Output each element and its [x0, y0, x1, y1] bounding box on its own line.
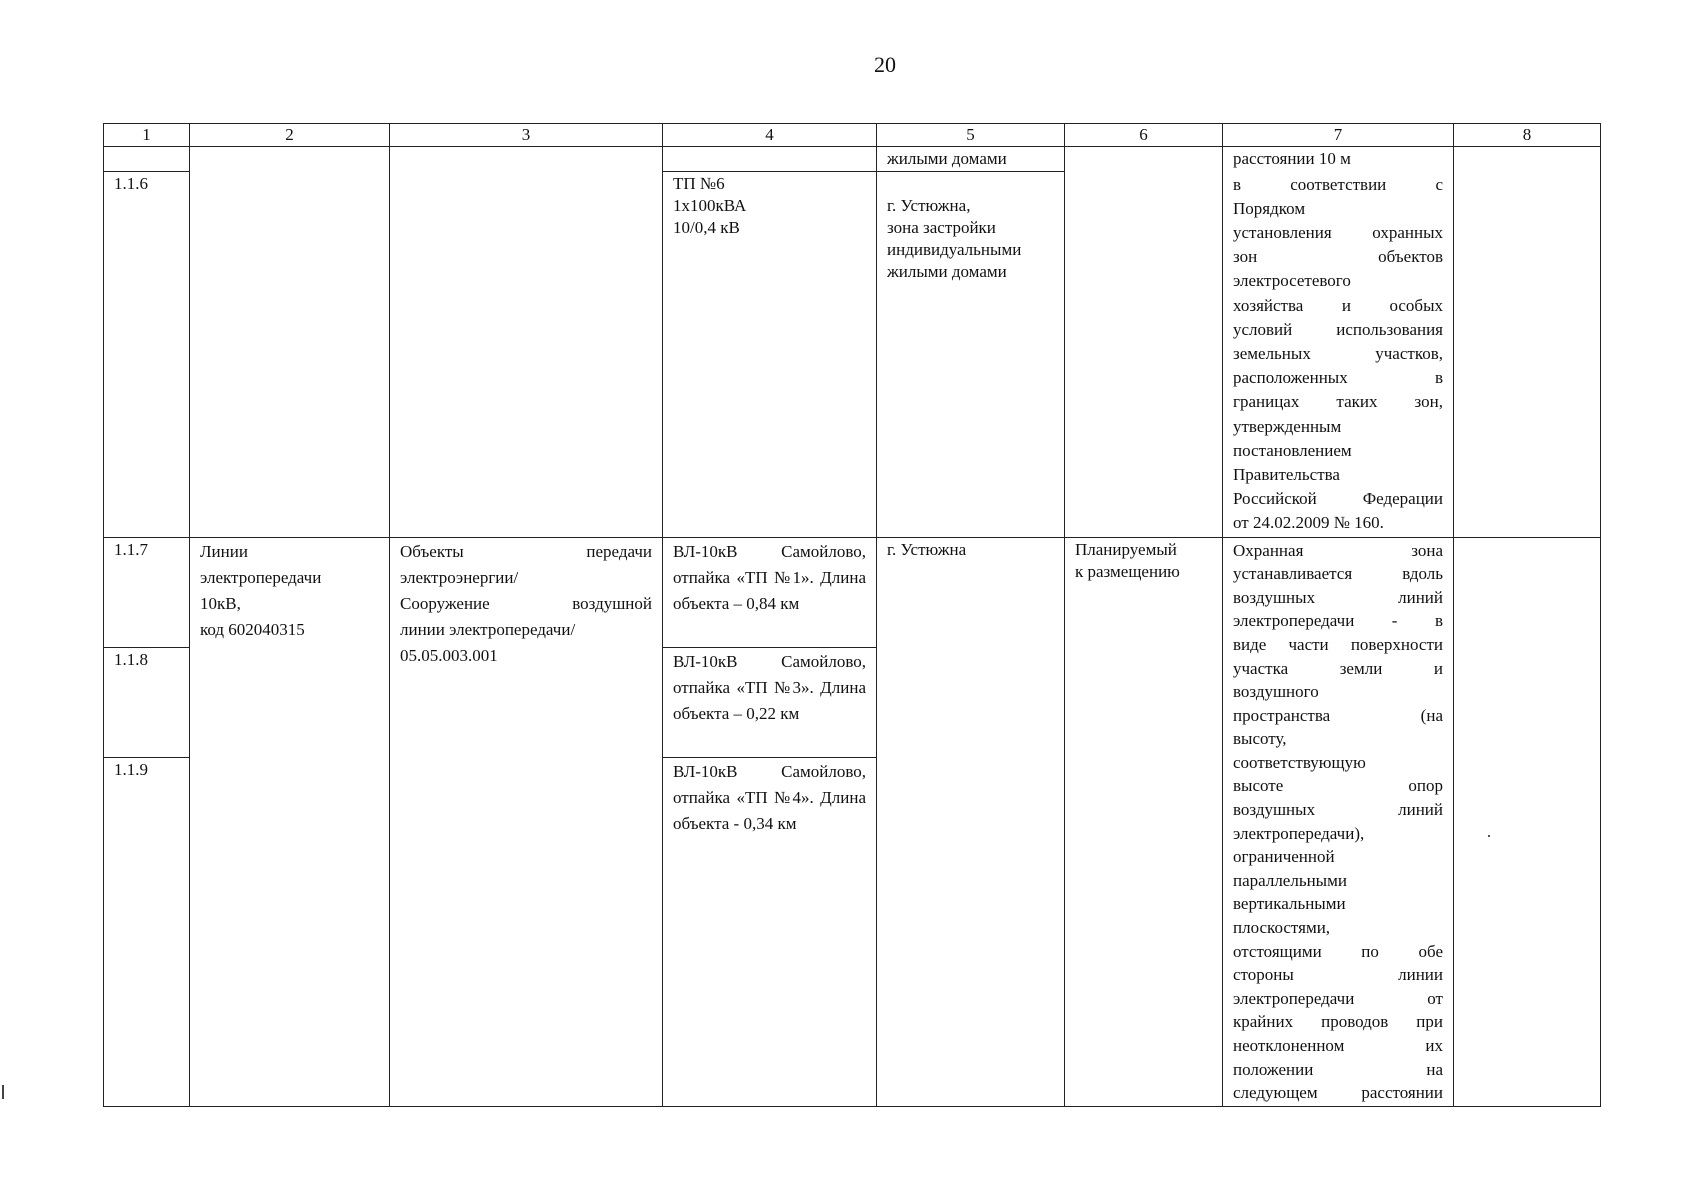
table-cell: ТП №6 1х100кВА 10/0,4 кВ	[663, 172, 877, 538]
table-cell	[877, 172, 1065, 538]
table-cell	[390, 147, 663, 538]
table-cell	[190, 147, 390, 538]
c7-line: высоте опор	[1233, 776, 1443, 796]
c7-line: отстоящими по обе	[1233, 941, 1443, 961]
c7-line: соответствующую	[1233, 752, 1366, 772]
row-number: 1.1.7	[104, 537, 190, 647]
c7-line: условий использования	[1233, 319, 1443, 339]
table-row	[104, 147, 1601, 172]
c7-line: расположенных в	[1233, 368, 1443, 388]
table-cell: Линии электропередачи 10кВ, код 602040315	[190, 537, 390, 1106]
c3-line: Сооружение воздушной	[400, 593, 652, 613]
c7-line: параллельными	[1233, 870, 1347, 890]
location-text: г. Устюжна, зона застройки индивидуальными жилыми домами	[887, 196, 1022, 281]
c7-line: стороны линии	[1233, 965, 1443, 985]
c7-line: пространства (на	[1233, 705, 1443, 725]
c7-line: границах таких зон,	[1233, 392, 1443, 412]
table-cell	[1065, 147, 1223, 538]
c7-line: в соответствии с	[1233, 174, 1443, 194]
table-cell: расстоянии 10 м	[1223, 147, 1454, 172]
table-cell	[1454, 147, 1601, 538]
c7-line: плоскостями,	[1233, 918, 1331, 938]
header-cell: 2	[190, 124, 390, 147]
c7-line: воздушных линий	[1233, 587, 1443, 607]
table-cell: ВЛ-10кВ Самойлово, отпайка «ТП №3». Длина объекта – 0,22 км	[663, 647, 877, 757]
table-header-row	[104, 124, 1601, 147]
header-cell: 3	[390, 124, 663, 147]
table-cell	[663, 147, 877, 172]
c7-line: электропередачи - в	[1233, 611, 1443, 631]
c7-line: высоту,	[1233, 729, 1287, 749]
table-cell	[1454, 537, 1601, 1106]
c3-line: линии электропередачи/	[400, 619, 576, 639]
c7-line: виде части поверхности	[1233, 634, 1443, 654]
table-cell	[104, 147, 190, 172]
c7-line: Охранная зона	[1233, 540, 1443, 560]
table-cell	[1223, 172, 1454, 538]
c7-line: крайних проводов при	[1233, 1012, 1443, 1032]
c7-line: устанавливается вдоль	[1233, 564, 1443, 584]
c7-line: постановлением	[1233, 440, 1352, 460]
c7-line: участка земли и	[1233, 658, 1443, 678]
table-cell	[1223, 537, 1454, 1106]
c7-line: электропередачи),	[1233, 823, 1365, 843]
c7-line: зон объектов	[1233, 247, 1443, 267]
table-cell: Планируемый к размещению	[1065, 537, 1223, 1106]
c7-line: утвержденным	[1233, 416, 1342, 436]
row-number: 1.1.9	[104, 757, 190, 1106]
protection-zones-table	[103, 123, 1601, 1107]
c7-line: установления охранных	[1233, 222, 1443, 242]
table-row	[104, 537, 1601, 647]
scan-speck	[2, 1085, 4, 1099]
c7-line: воздушных линий	[1233, 800, 1443, 820]
table-cell: ВЛ-10кВ Самойлово, отпайка «ТП №1». Длина объекта – 0,84 км	[663, 537, 877, 647]
c7-line: Правительства	[1233, 464, 1340, 484]
page-number: 20	[874, 52, 896, 77]
row-number: 1.1.6	[104, 172, 190, 538]
c7-line: хозяйства и особых	[1233, 295, 1443, 315]
scan-speck	[1488, 835, 1490, 837]
header-cell: 4	[663, 124, 877, 147]
c7-line: земельных участков,	[1233, 343, 1443, 363]
c7-line: следующем расстоянии	[1233, 1083, 1443, 1103]
table-cell: г. Устюжна	[877, 537, 1065, 1106]
c7-line: Порядком	[1233, 198, 1306, 218]
row-number: 1.1.8	[104, 647, 190, 757]
c7-line: неотклоненном их	[1233, 1036, 1443, 1056]
header-cell: 6	[1065, 124, 1223, 147]
c7-line: ограниченной	[1233, 847, 1335, 867]
table-cell: жилыми домами	[877, 147, 1065, 172]
table-cell: ВЛ-10кВ Самойлово, отпайка «ТП №4». Длина объекта - 0,34 км	[663, 757, 877, 1106]
c7-line: воздушного	[1233, 682, 1319, 702]
c7-line: вертикальными	[1233, 894, 1346, 914]
c7-line: положении на	[1233, 1059, 1443, 1079]
header-cell: 8	[1454, 124, 1601, 147]
header-cell: 1	[104, 124, 190, 147]
table-cell	[390, 537, 663, 1106]
c7-line: от 24.02.2009 № 160.	[1233, 513, 1384, 533]
c3-line: Объекты передачи	[400, 541, 652, 561]
header-cell: 7	[1223, 124, 1454, 147]
c7-line: электросетевого	[1233, 271, 1351, 291]
header-cell: 5	[877, 124, 1065, 147]
c3-line: электроэнергии/	[400, 567, 519, 587]
c7-line: Российской Федерации	[1233, 489, 1443, 509]
c3-line: 05.05.003.001	[400, 645, 498, 665]
c7-line: электропередачи от	[1233, 988, 1443, 1008]
